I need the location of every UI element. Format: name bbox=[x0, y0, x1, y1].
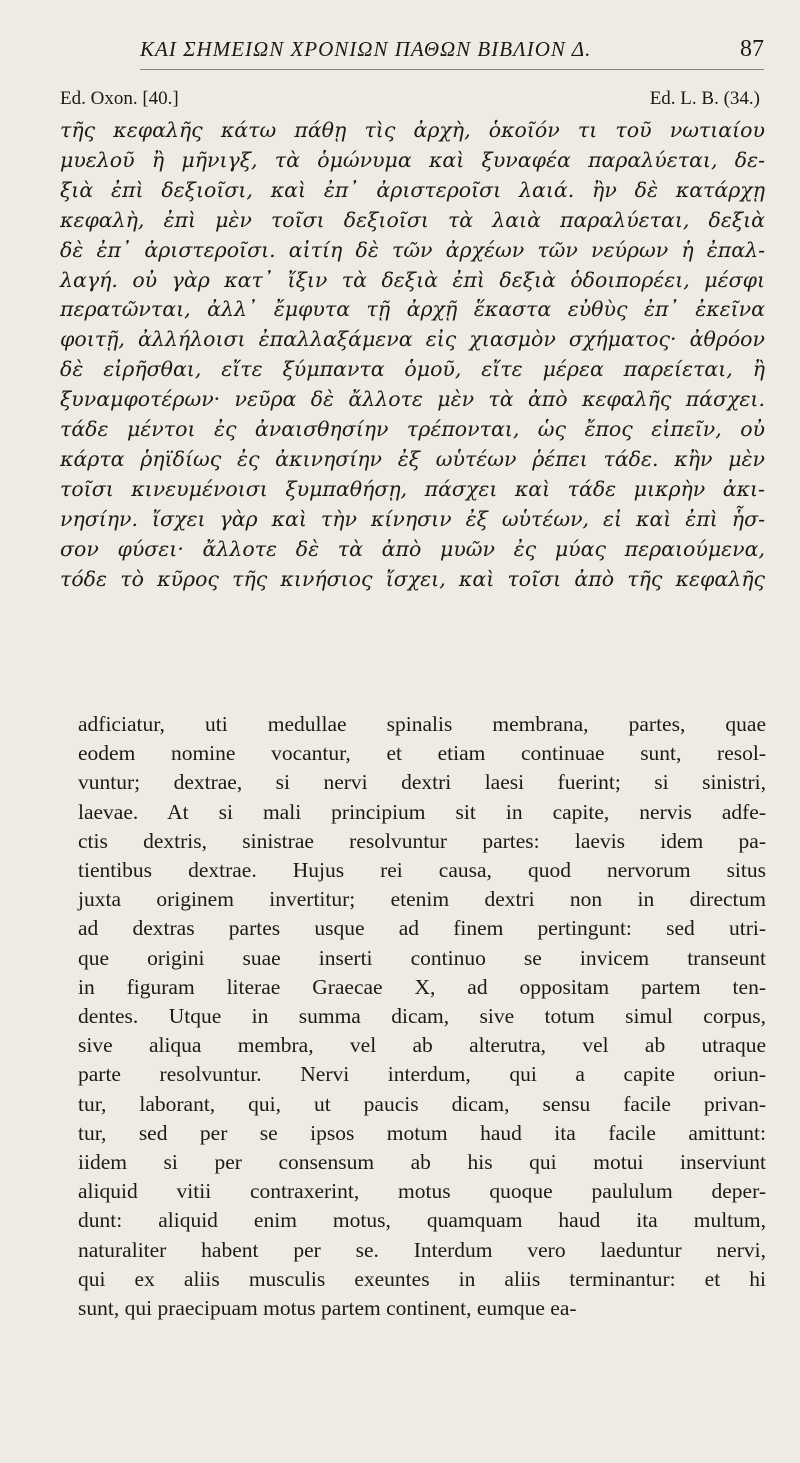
edition-references bbox=[60, 88, 760, 110]
edition-lb: Ed. L. B. (34.) bbox=[649, 88, 760, 109]
greek-line: φοιτῇ, ἀλλήλοισι ἐπαλλαξάμενα εἰς χιασμὸν σχήματος· ἀθρόον bbox=[60, 327, 765, 352]
latin-line: iidem si per consensum ab his qui motui inserviunt bbox=[78, 1150, 766, 1175]
greek-line: τόδε τὸ κῦρος τῆς κινήσιος ἴσχει, καὶ τοῖσι ἀπὸ τῆς κεφαλῆς bbox=[60, 566, 765, 591]
greek-line: ξιὰ ἐπὶ δεξιοῖσι, καὶ ἐπ᾽ ἀριστεροῖσι λαιά. ἢν δὲ κατάρχῃ bbox=[60, 177, 765, 202]
latin-line: eodem nomine vocantur, et etiam continuae sunt, resol- bbox=[78, 741, 766, 766]
latin-line: qui ex aliis musculis exeuntes in aliis terminantur: et hi bbox=[78, 1266, 766, 1291]
greek-line: κεφαλὴ, ἐπὶ μὲν τοῖσι δεξιοῖσι τὰ λαιὰ παραλύεται, δεξιὰ bbox=[60, 207, 765, 232]
greek-text-block bbox=[60, 116, 765, 595]
latin-line: dentes. Utque in summa dicam, sive totum simul corpus, bbox=[78, 1004, 766, 1029]
latin-line: tientibus dextrae. Hujus rei causa, quod nervorum situs bbox=[78, 858, 766, 883]
latin-line: in figuram literae Graecae X, ad oppositam partem ten- bbox=[78, 974, 766, 999]
latin-line: laevae. At si mali principium sit in capite, nervis adfe- bbox=[78, 799, 766, 824]
latin-line: que origini suae inserti continuo se invicem transeunt bbox=[78, 945, 766, 970]
greek-line: τοῖσι κινευμένοισι ξυμπαθήσῃ, πάσχει καὶ τάδε μικρὴν ἀκι- bbox=[60, 476, 765, 501]
running-title: ΚΑΙ ΣΗΜΕΙΩΝ ΧΡΟΝΙΩΝ ΠΑΘΩΝ ΒΙΒΛΙΟΝ Δ. bbox=[140, 37, 592, 61]
greek-line: σον φύσει· ἄλλοτε δὲ τὰ ἀπὸ μυῶν ἐς μύας περαιούμενα, bbox=[60, 536, 765, 561]
latin-line: tur, sed per se ipsos motum haud ita facile amittunt: bbox=[78, 1120, 766, 1145]
latin-line: parte resolvuntur. Nervi interdum, qui a capite oriun- bbox=[78, 1062, 766, 1087]
latin-line: sive aliqua membra, vel ab alterutra, vel ab utraque bbox=[78, 1033, 766, 1058]
latin-text-block bbox=[78, 710, 766, 1323]
greek-line: ξυναμφοτέρων· νεῦρα δὲ ἄλλοτε μὲν τὰ ἀπὸ κεφαλῆς πάσχει. bbox=[60, 387, 765, 412]
edition-oxon: Ed. Oxon. [40.] bbox=[60, 88, 179, 109]
latin-line: naturaliter habent per se. Interdum vero laeduntur nervi, bbox=[78, 1237, 766, 1262]
latin-line: tur, laborant, qui, ut paucis dicam, sensu facile privan- bbox=[78, 1091, 766, 1116]
greek-line: κάρτα ῥηϊδίως ἐς ἀκινησίην ἐξ ωὑτέων ῥέπει τάδε. κἢν μὲν bbox=[60, 446, 765, 471]
greek-line: τῆς κεφαλῆς κάτω πάθῃ τὶς ἀρχὴ, ὁκοῖόν τι τοῦ νωτιαίου bbox=[60, 118, 765, 142]
page-number: 87 bbox=[740, 36, 764, 62]
greek-line: δὲ εἰρῆσθαι, εἴτε ξύμπαντα ὁμοῦ, εἴτε μέρεα παρείεται, ἢ bbox=[60, 357, 765, 382]
latin-line: ctis dextris, sinistrae resolvuntur partes: laevis idem pa- bbox=[78, 828, 766, 853]
running-head bbox=[140, 36, 764, 70]
latin-line: sunt, qui praecipuam motus partem continent, eumque ea- bbox=[78, 1296, 577, 1321]
greek-line: περατῶνται, ἀλλ᾽ ἔμφυτα τῇ ἀρχῇ ἕκαστα εὐθὺς ἐπ᾽ ἐκεῖνα bbox=[60, 297, 765, 322]
latin-line: juxta originem invertitur; etenim dextri non in directum bbox=[78, 887, 766, 912]
latin-line: dunt: aliquid enim motus, quamquam haud ita multum, bbox=[78, 1208, 766, 1233]
latin-line: vuntur; dextrae, si nervi dextri laesi fuerint; si sinistri, bbox=[78, 770, 766, 795]
latin-line: ad dextras partes usque ad finem pertingunt: sed utri- bbox=[78, 916, 766, 941]
greek-line: τάδε μέντοι ἐς ἀναισθησίην τρέπονται, ὡς ἔπος εἰπεῖν, οὐ bbox=[60, 417, 765, 442]
greek-line: λαγή. οὐ γὰρ κατ᾽ ἴξιν τὰ δεξιὰ ἐπὶ δεξιὰ ὁδοιπορέει, μέσφι bbox=[60, 267, 765, 292]
latin-line: adficiatur, uti medullae spinalis membrana, partes, quae bbox=[78, 712, 766, 736]
greek-line: μυελοῦ ἢ μῆνιγξ, τὰ ὁμώνυμα καὶ ξυναφέα παραλύεται, δε- bbox=[60, 147, 765, 172]
greek-line: δὲ ἐπ᾽ ἀριστεροῖσι. αἰτίη δὲ τῶν ἀρχέων τῶν νεύρων ἡ ἐπαλ- bbox=[60, 237, 765, 262]
latin-line: aliquid vitii contraxerint, motus quoque paululum deper- bbox=[78, 1179, 766, 1204]
greek-line: νησίην. ἴσχει γὰρ καὶ τὴν κίνησιν ἐξ ωὑτέων, εἰ καὶ ἐπὶ ἧσ- bbox=[60, 506, 765, 531]
